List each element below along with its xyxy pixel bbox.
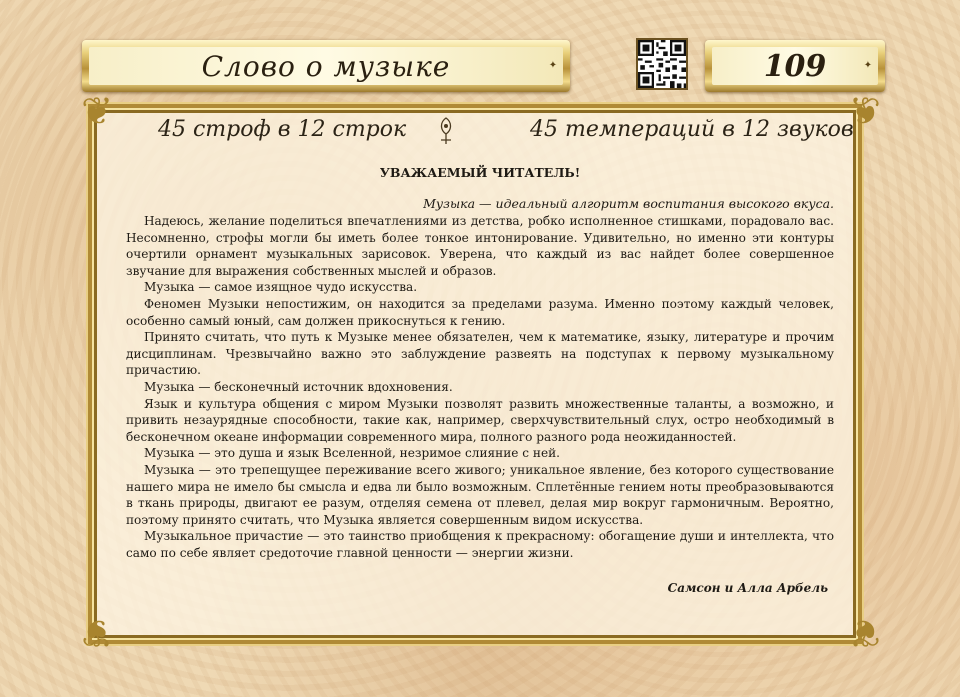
corner-flourish-icon: ❦ — [849, 611, 881, 655]
letter-body — [126, 213, 834, 561]
paragraph: Музыка — самое изящное чудо искусства. — [144, 280, 418, 295]
corner-flourish-icon: ❦ — [81, 89, 113, 133]
subtitle-left: 45 строф в 12 строк — [158, 117, 407, 142]
lyre-ornament-icon — [432, 116, 460, 146]
paragraph: Музыкальное причастие — это таинство приобщения к прекрасному: обогащение души и интеллекта, что само по себе являет средоточие главной ценности — энергии жизни. — [126, 529, 834, 560]
paragraph: Музыка — это душа и язык Вселенной, незримое слияние с ней. — [144, 446, 561, 461]
paragraph: Язык и культура общения с миром Музыки позволят развить множественные таланты, а возможно, и привить незаурядные способности, такие как, например, сверхчувствительный слух, остро необходимый в бесконечном океане информации современного мира, полного разного рода неожиданностей. — [126, 396, 834, 444]
star-stud-icon: ✦ — [863, 60, 873, 71]
paragraph: Принято считать, что путь к Музыке менее обязателен, чем к математике, языку, литературе и прочим дисциплинам. Чрезвычайно важно это заблуждение развеять на подступах к первому музыкальному причастию. — [126, 330, 834, 378]
paragraph: Музыка — бесконечный источник вдохновения. — [144, 379, 453, 394]
letter-epigraph: Музыка — идеальный алгоритм воспитания высокого вкуса. — [423, 196, 834, 211]
letter-greeting: УВАЖАЕМЫЙ ЧИТАТЕЛЬ! — [379, 165, 581, 180]
paragraph: Феномен Музыки непостижим, он находится за пределами разума. Именно поэтому каждый человек, особенно самый юный, сам должен прикоснуться к гению. — [126, 296, 834, 328]
letter-signature: Самсон и Алла Арбель — [667, 581, 828, 595]
corner-flourish-icon: ❦ — [81, 611, 113, 655]
subtitle-right: 45 темпераций в 12 звуков — [530, 117, 854, 142]
page-title: Слово о музыке — [89, 47, 563, 85]
paragraph: Надеюсь, желание поделиться впечатлениями из детства, робко исполненное стишками, порадовало вас. Несомненно, строфы могли бы иметь более тонкое интонирование. Удивительно, но именно эти контуры очертили орнамент музыкальных зарисовок. Уверена, что каждый из вас найдет более совершенное звучание для выражения собственных мыслей и образов. — [126, 214, 834, 278]
corner-flourish-icon: ❦ — [849, 89, 881, 133]
star-stud-icon: ✦ — [548, 60, 558, 71]
qr-code-icon — [638, 40, 686, 88]
page-number: 109 — [712, 47, 878, 85]
title-plaque — [82, 40, 570, 92]
page-number-plaque — [705, 40, 885, 92]
paragraph: Музыка — это трепещущее переживание всего живого; уникальное явление, без которого существование нашего мира не имело бы смысла и едва ли было возможным. Сплетённые гением ноты преобразовываются в ткань природы, двигают ее разум, отделяя семена от плевел, делая мир вокруг гармоничным. Вероятно, поэтому принято считать, что Музыка является совершенным видом искусства. — [126, 462, 834, 527]
